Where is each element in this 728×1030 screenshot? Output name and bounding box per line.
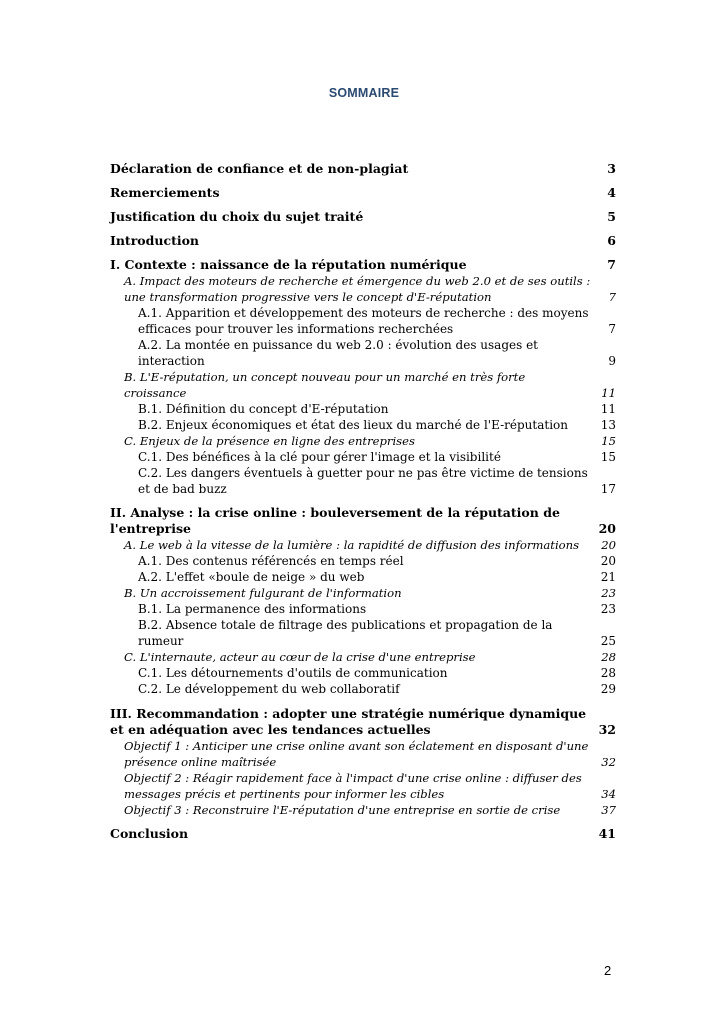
toc-entry-text: B. Un accroissement fulgurant de l'information — [124, 586, 402, 600]
toc-entry-page: 28 — [601, 650, 616, 664]
toc-entry-text: A.1. Apparition et développement des moteurs de recherche : des moyens efficaces pour trouver les informations recherchées — [138, 306, 589, 336]
toc-entry-text: Conclusion — [110, 826, 189, 841]
toc-entry-page: 20 — [598, 521, 616, 536]
toc-entry-1a[interactable] — [110, 273, 616, 305]
toc-entry-page: 11 — [600, 402, 616, 416]
toc-entry-page: 20 — [601, 538, 616, 552]
toc-title: SOMMAIRE — [328, 86, 400, 100]
toc-entry-1a2[interactable] — [110, 337, 616, 369]
toc-entry-text: II. Analyse : la crise online : bouleversement de la réputation de l'entreprise — [110, 505, 560, 536]
toc-entry-text: A.2. La montée en puissance du web 2.0 : évolution des usages et interaction — [138, 338, 539, 368]
toc-entry-page: 9 — [608, 354, 616, 368]
toc-entry-part-1[interactable] — [110, 257, 616, 273]
toc-entry-page: 41 — [598, 826, 616, 841]
toc-entry-page: 4 — [607, 185, 616, 200]
toc-entry-text: Objectif 3 : Reconstruire l'E-réputation d'une entreprise en sortie de crise — [124, 803, 561, 817]
toc-entry-part-3[interactable] — [110, 706, 616, 738]
toc-entry-objectif-1[interactable] — [110, 738, 616, 770]
toc-entry-text: C. L'internaute, acteur au cœur de la crise d'une entreprise — [124, 650, 476, 664]
toc-entry-page: 34 — [601, 787, 616, 801]
toc-entry-text: C. Enjeux de la présence en ligne des entreprises — [124, 434, 415, 448]
toc-entry-2a2[interactable] — [110, 569, 616, 585]
toc-entry-page: 7 — [608, 290, 616, 304]
toc-entry-page: 32 — [598, 722, 616, 737]
toc-entry-page: 23 — [600, 602, 616, 616]
toc-entry-page: 11 — [601, 386, 616, 400]
toc-entry-2b[interactable] — [110, 585, 616, 601]
toc-entry-text: B.2. Absence totale de filtrage des publications et propagation de la rumeur — [138, 618, 553, 648]
toc-entry-text: Objectif 1 : Anticiper une crise online avant son éclatement en disposant d'une présence online maîtrisée — [124, 739, 589, 769]
toc-entry-text: Introduction — [110, 233, 200, 248]
toc-entry-2a1[interactable] — [110, 553, 616, 569]
toc-entry-text: I. Contexte : naissance de la réputation numérique — [110, 257, 467, 272]
toc-entry-1b[interactable] — [110, 369, 616, 401]
toc-entry-2b1[interactable] — [110, 601, 616, 617]
toc-entry-page: 21 — [600, 570, 616, 584]
toc-entry-conclusion[interactable] — [110, 826, 616, 842]
toc-entry-1c2[interactable] — [110, 465, 616, 497]
toc-entry-text: C.1. Les détournements d'outils de communication — [138, 666, 448, 680]
toc-entry-page: 3 — [607, 161, 616, 176]
toc-entry-1b1[interactable] — [110, 401, 616, 417]
toc-entry-text: III. Recommandation : adopter une stratégie numérique dynamique et en adéquation avec les tendances actuelles — [110, 706, 587, 737]
toc-entry-page: 32 — [601, 755, 616, 769]
toc-entry-text: Objectif 2 : Réagir rapidement face à l'impact d'une crise online : diffuser des messages précis et pertinents pour informer les cibles — [124, 771, 582, 801]
toc-entry-page: 7 — [607, 257, 616, 272]
toc-entry-text: Déclaration de confiance et de non-plagiat — [110, 161, 409, 176]
toc-entry-page: 23 — [601, 586, 616, 600]
toc-entry-declaration[interactable] — [110, 161, 616, 177]
toc-entry-objectif-3[interactable] — [110, 802, 616, 818]
toc-entry-text: Justification du choix du sujet traité — [110, 209, 364, 224]
toc-entry-page: 25 — [600, 634, 616, 648]
toc-entry-page: 28 — [600, 666, 616, 680]
toc-entry-page: 13 — [600, 418, 616, 432]
toc-entry-objectif-2[interactable] — [110, 770, 616, 802]
toc-entry-1b2[interactable] — [110, 417, 616, 433]
toc-entry-2b2[interactable] — [110, 617, 616, 649]
toc-entry-page: 6 — [607, 233, 616, 248]
toc-entry-1c[interactable] — [110, 433, 616, 449]
toc-entry-page: 15 — [601, 434, 616, 448]
toc-entry-text: C.2. Les dangers éventuels à guetter pour ne pas être victime de tensions et de bad buzz — [138, 466, 588, 496]
toc-entry-page: 37 — [601, 803, 616, 817]
toc-entry-page: 20 — [600, 554, 616, 568]
toc-entry-2c[interactable] — [110, 649, 616, 665]
toc-entry-text: B. L'E-réputation, un concept nouveau pour un marché en très forte croissance — [124, 370, 526, 400]
toc-entry-2c1[interactable] — [110, 665, 616, 681]
toc-entry-part-2[interactable] — [110, 505, 616, 537]
toc-entry-text: A.1. Des contenus référencés en temps réel — [138, 554, 404, 568]
toc-entry-text: A. Impact des moteurs de recherche et émergence du web 2.0 et de ses outils : une transformation progressive vers le concept d'E-réputation — [124, 274, 591, 304]
toc-entry-text: C.2. Le développement du web collaboratif — [138, 682, 400, 696]
toc-entry-page: 7 — [608, 322, 616, 336]
toc-entry-text: A. Le web à la vitesse de la lumière : la rapidité de diffusion des informations — [124, 538, 580, 552]
toc-entry-text: C.1. Des bénéfices à la clé pour gérer l'image et la visibilité — [138, 450, 501, 464]
toc-entry-text: B.1. La permanence des informations — [138, 602, 367, 616]
toc-entry-page: 17 — [600, 482, 616, 496]
toc-entry-page: 5 — [607, 209, 616, 224]
page-number: 2 — [604, 963, 612, 978]
toc-entry-remerciements[interactable] — [110, 185, 616, 201]
table-of-contents — [110, 161, 616, 842]
toc-entry-introduction[interactable] — [110, 233, 616, 249]
toc-entry-2a[interactable] — [110, 537, 616, 553]
toc-entry-1c1[interactable] — [110, 449, 616, 465]
toc-entry-text: A.2. L'effet «boule de neige » du web — [138, 570, 365, 584]
toc-entry-text: B.1. Définition du concept d'E-réputation — [138, 402, 389, 416]
toc-entry-text: B.2. Enjeux économiques et état des lieux du marché de l'E-réputation — [138, 418, 568, 432]
toc-entry-text: Remerciements — [110, 185, 220, 200]
toc-entry-2c2[interactable] — [110, 681, 616, 697]
toc-entry-justification[interactable] — [110, 209, 616, 225]
toc-entry-page: 15 — [600, 450, 616, 464]
toc-entry-1a1[interactable] — [110, 305, 616, 337]
toc-entry-page: 29 — [600, 682, 616, 696]
